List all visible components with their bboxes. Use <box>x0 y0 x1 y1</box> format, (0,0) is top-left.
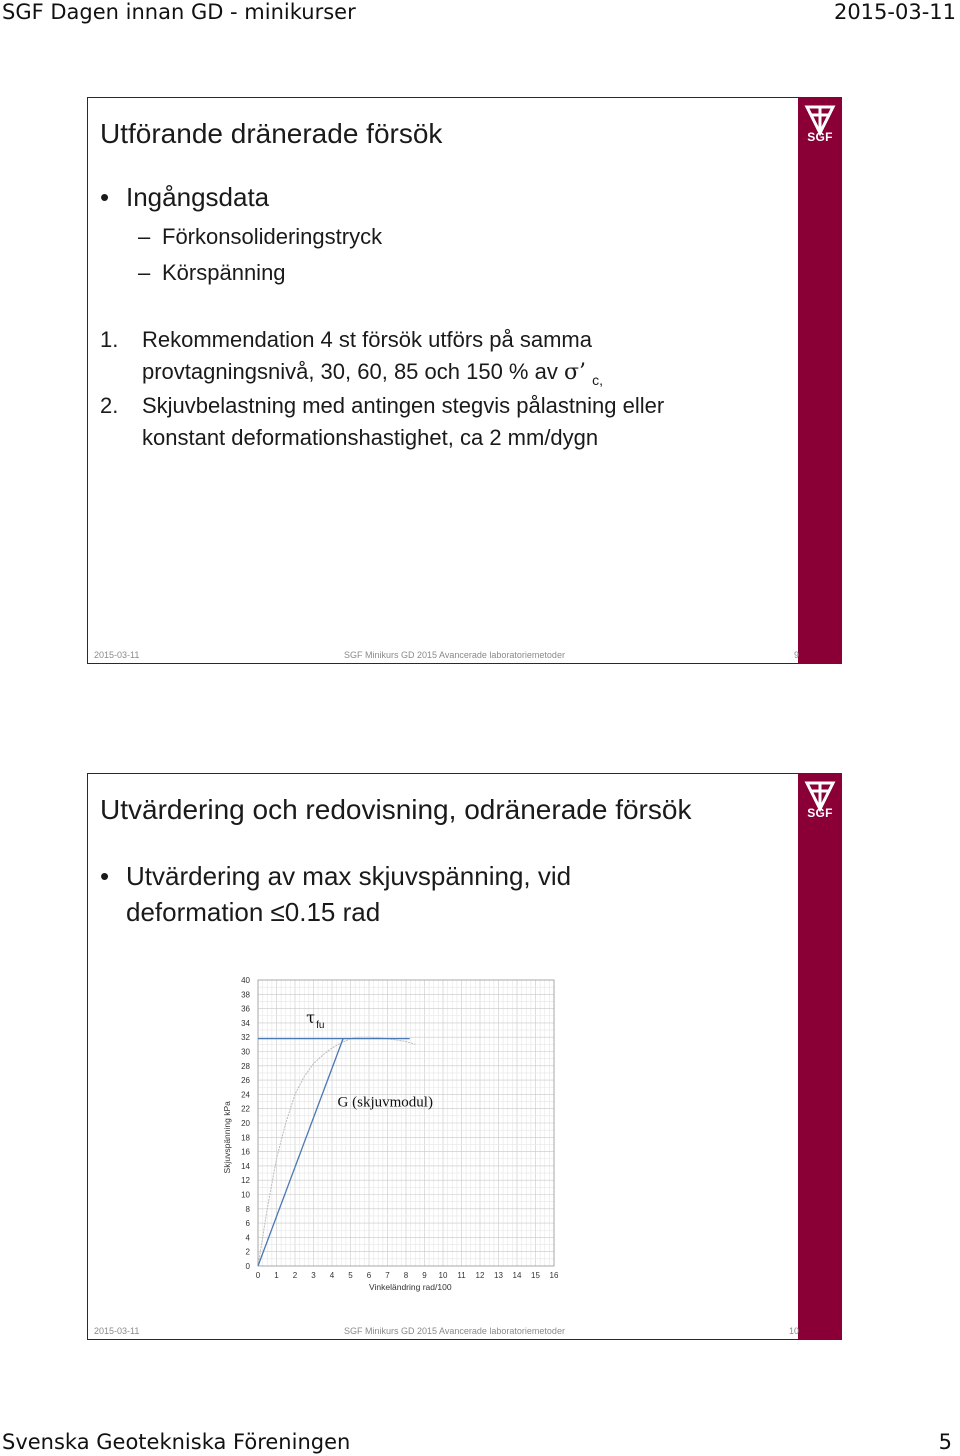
slide-date: 2015-03-11 <box>94 1326 140 1336</box>
y-tick-label: 22 <box>241 1104 250 1114</box>
item-text: Rekommendation 4 st försök utförs på samma <box>142 327 592 352</box>
y-tick-label: 6 <box>245 1219 250 1229</box>
g-modulus-label: G (skjuvmodul) <box>337 1094 433 1111</box>
dash-text: Körspänning <box>162 260 286 285</box>
sigma-symbol: σ’ <box>563 360 586 385</box>
x-tick-label: 4 <box>329 1271 335 1280</box>
x-tick-label: 3 <box>311 1271 316 1280</box>
bullet-text: Ingångsdata <box>126 182 270 212</box>
item-number: 2. <box>100 393 119 418</box>
x-tick-label: 14 <box>512 1271 522 1280</box>
slide-number: 10 <box>788 1326 799 1336</box>
x-tick-label: 1 <box>274 1271 279 1280</box>
shear-stress-chart <box>88 774 799 1314</box>
dash-item: – Körspänning <box>138 260 286 285</box>
x-tick-label: 7 <box>385 1271 390 1280</box>
logo-text: SGF <box>807 806 833 820</box>
document-title: SGF Dagen innan GD - minikurser <box>2 0 356 24</box>
y-tick-label: 30 <box>241 1047 250 1057</box>
y-tick-label: 32 <box>241 1033 250 1043</box>
x-tick-label: 12 <box>475 1271 485 1280</box>
slide-footer-text: SGF Minikurs GD 2015 Avancerade laboratoriemetoder <box>344 650 565 660</box>
slide-9 <box>87 97 842 664</box>
y-tick-label: 0 <box>245 1262 250 1271</box>
y-tick-label: 2 <box>245 1247 250 1257</box>
y-tick-label: 4 <box>245 1233 250 1243</box>
y-tick-label: 28 <box>241 1061 250 1071</box>
logo-text: SGF <box>807 130 833 144</box>
item-number: 1. <box>100 327 119 352</box>
y-tick-label: 20 <box>241 1119 250 1128</box>
bullet-text: Utvärdering av max skjuvspänning, vid <box>126 861 572 891</box>
y-tick-label: 16 <box>241 1147 250 1157</box>
y-tick-label: 18 <box>241 1133 250 1143</box>
slide-footer-text: SGF Minikurs GD 2015 Avancerade laboratoriemetoder <box>344 1326 565 1336</box>
page-header <box>0 0 960 24</box>
x-tick-label: 9 <box>422 1271 427 1280</box>
organization-name: Svenska Geotekniska Föreningen <box>2 1430 351 1454</box>
slide-number: 9 <box>793 650 799 660</box>
slide-footer <box>88 650 799 664</box>
dash-item: – Förkonsolideringstryck <box>138 224 383 249</box>
numbered-item-2 <box>100 390 664 454</box>
item-text: Skjuvbelastning med antingen stegvis pålastning eller <box>142 393 665 418</box>
x-tick-label: 0 <box>255 1271 261 1280</box>
sigma-subscript: c, <box>592 372 603 388</box>
x-axis-label: Vinkeländring rad/100 <box>369 1282 452 1292</box>
y-tick-label: 10 <box>241 1190 250 1200</box>
x-tick-label: 11 <box>457 1271 466 1280</box>
x-tick-label: 13 <box>494 1271 503 1280</box>
slide-title: Utvärdering och redovisning, odränerade försök <box>100 794 692 825</box>
brand-bar <box>798 773 842 1340</box>
tau-fu-subscript: fu <box>316 1019 325 1031</box>
x-tick-label: 15 <box>531 1271 540 1280</box>
slide-10 <box>87 773 842 1340</box>
bullet-text: deformation ≤0.15 rad <box>126 897 381 927</box>
dash-text: Förkonsolideringstryck <box>162 224 383 249</box>
x-tick-label: 5 <box>348 1271 353 1280</box>
item-text: provtagningsnivå, 30, 60, 85 och 150 % av <box>142 359 558 384</box>
slide-date: 2015-03-11 <box>94 650 140 660</box>
x-tick-label: 8 <box>403 1271 409 1280</box>
y-tick-label: 8 <box>245 1204 250 1214</box>
x-tick-label: 16 <box>549 1271 559 1280</box>
y-tick-label: 26 <box>241 1076 250 1086</box>
y-tick-label: 40 <box>241 976 250 985</box>
y-tick-label: 36 <box>241 1004 250 1014</box>
bullet-item: • Utvärdering av max skjuvspänning, vid deformation ≤0.15 rad <box>100 861 572 927</box>
tau-fu-label: τ <box>306 1007 315 1027</box>
y-axis-label: Skjuvspänning kPa <box>222 1101 232 1174</box>
y-tick-label: 38 <box>241 990 250 1000</box>
y-tick-label: 24 <box>241 1090 250 1100</box>
x-tick-label: 10 <box>438 1271 448 1280</box>
brand-bar <box>798 97 842 664</box>
y-tick-label: 34 <box>241 1018 250 1028</box>
x-tick-label: 6 <box>366 1271 372 1280</box>
document-date: 2015-03-11 <box>833 0 956 24</box>
y-tick-label: 12 <box>241 1176 250 1186</box>
x-tick-label: 2 <box>292 1271 298 1280</box>
slide-footer <box>88 1326 799 1340</box>
y-tick-label: 14 <box>241 1161 250 1171</box>
item-text: konstant deformationshastighet, ca 2 mm/dygn <box>142 425 599 450</box>
slide-title: Utförande dränerade försök <box>100 118 443 149</box>
bullet-item: • Ingångsdata <box>100 182 270 212</box>
numbered-item-1 <box>100 324 603 396</box>
page-number: 5 <box>938 1430 952 1454</box>
